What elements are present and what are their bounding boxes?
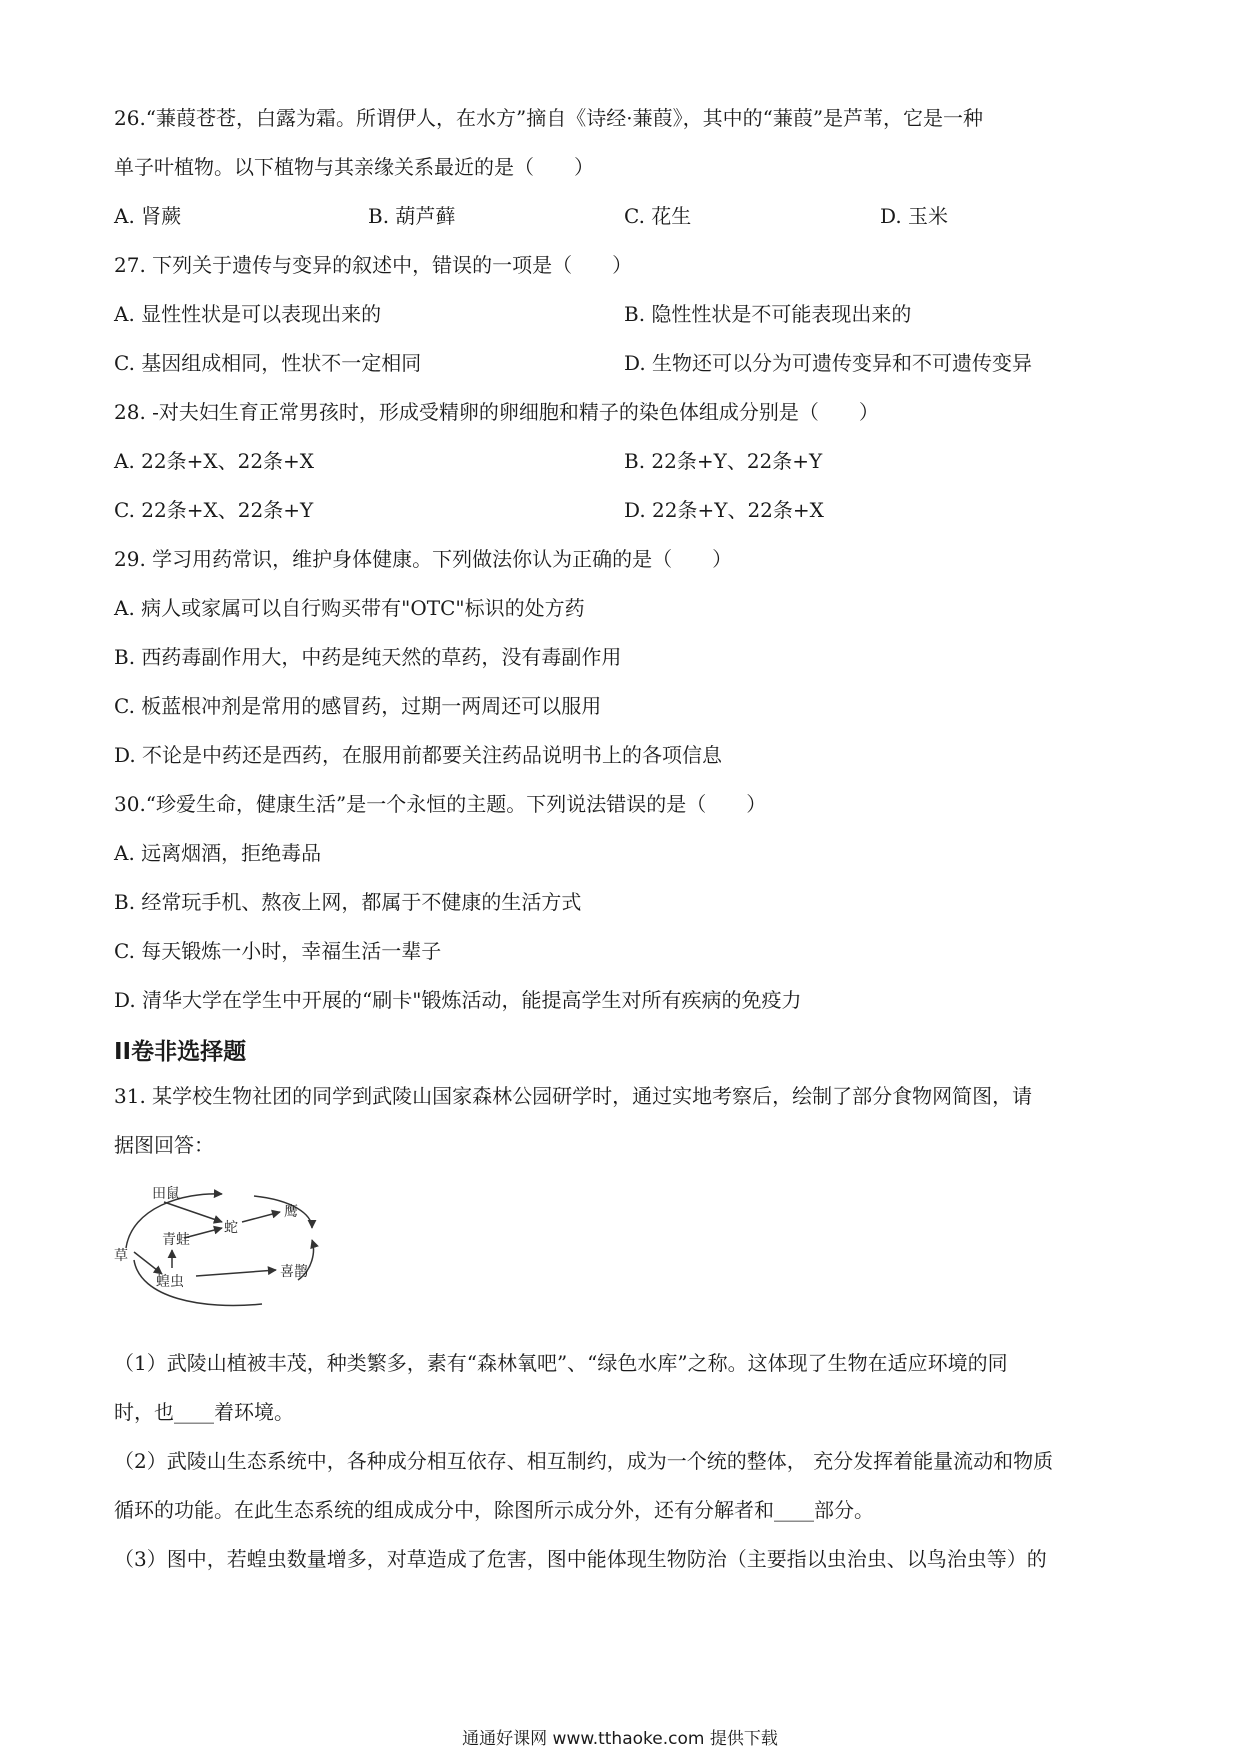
q29-option-d: D. 不论是中药还是西药，在服用前都要关注药品说明书上的各项信息 [114,743,723,767]
q29-option-c: C. 板蓝根冲剂是常用的感冒药，过期一两周还可以服用 [114,694,602,718]
q29-stem: 29. 学习用药常识，维护身体健康。下列做法你认为正确的是（ ） [114,547,733,571]
q30-option-b: B. 经常玩手机、熬夜上网，都属于不健康的生活方式 [114,890,582,914]
q31-sub2-line2: 循环的功能。在此生态系统的组成成分中，除图所示成分外，还有分解者和____部分。 [114,1498,874,1522]
section-title: II卷非选择题 [114,1039,247,1065]
label-snake: 蛇 [224,1220,238,1236]
q31-sub1-line2: 时，也____着环境。 [114,1400,294,1424]
q28-option-d: D. 22条+Y、22条+X [624,498,824,522]
q28-stem: 28. -对夫妇生育正常男孩时，形成受精卵的卵细胞和精子的染色体组成分别是（ ） [114,400,879,424]
q28-option-c: C. 22条+X、22条+Y [114,498,314,522]
q26-stem-line1: 26.“蒹葭苍苍，白露为霜。所谓伊人，在水方”摘自《诗经·蒹葭》，其中的“蒹葭”是芦苇，它是一种 [114,106,984,130]
arrow-locust-to-magpie [196,1270,276,1276]
q28-option-b: B. 22条+Y、22条+Y [624,449,823,473]
food-web-diagram [112,1180,332,1320]
q29-option-b: B. 西药毒副作用大，中药是纯天然的草药，没有毒副作用 [114,645,622,669]
q26-option-d: D. 玉米 [880,204,949,228]
q31-sub1-line1: （1）武陵山植被丰茂，种类繁多，素有“森林氧吧”、“绿色水库”之称。这体现了生物在适应环境的同 [114,1351,1008,1375]
q26-option-c: C. 花生 [624,204,692,228]
label-magpie: 喜鹊 [280,1264,308,1280]
page-footer: 通通好课网 www.tthaoke.com 提供下载 [462,1729,778,1749]
q28-option-a: A. 22条+X、22条+X [114,449,315,473]
q26-stem-line2: 单子叶植物。以下植物与其亲缘关系最近的是（ ） [114,155,594,179]
q27-option-c: C. 基因组成相同，性状不一定相同 [114,351,422,375]
q26-option-b: B. 葫芦藓 [368,204,456,228]
q31-sub3-line1: （3）图中，若蝗虫数量增多，对草造成了危害，图中能体现生物防治（主要指以虫治虫、以鸟治虫等）的 [114,1547,1047,1571]
q30-stem: 30.“珍爱生命，健康生活”是一个永恒的主题。下列说法错误的是（ ） [114,792,767,816]
arrow-snake-to-eagle [242,1212,280,1222]
q27-stem: 27. 下列关于遗传与变异的叙述中，错误的一项是（ ） [114,253,633,277]
q29-option-a: A. 病人或家属可以自行购买带有"OTC"标识的处方药 [114,596,585,620]
q26-option-a: A. 肾蕨 [114,204,182,228]
arrow-mouse-to-snake [164,1202,222,1222]
label-frog: 青蛙 [162,1232,190,1248]
q27-option-b: B. 隐性性状是不可能表现出来的 [624,302,912,326]
q27-option-a: A. 显性性状是可以表现出来的 [114,302,382,326]
q30-option-a: A. 远离烟酒，拒绝毒品 [114,841,322,865]
q30-option-c: C. 每天锻炼一小时，幸福生活一辈子 [114,939,442,963]
label-grass: 草 [114,1248,128,1264]
label-eagle: 鹰 [284,1204,298,1220]
q27-option-d: D. 生物还可以分为可遗传变异和不可遗传变异 [624,351,1033,375]
q31-sub2-line1: （2）武陵山生态系统中，各种成分相互依存、相互制约，成为一个统的整体， 充分发挥着能量流动和物质 [114,1449,1054,1473]
label-locust: 蝗虫 [156,1274,184,1290]
q31-stem-line2: 据图回答： [114,1133,214,1157]
q30-option-d: D. 清华大学在学生中开展的“刷卡"锻炼活动，能提高学生对所有疾病的免疫力 [114,988,802,1012]
q31-stem-line1: 31. 某学校生物社团的同学到武陵山国家森林公园研学时，通过实地考察后，绘制了部分食物网简图，请 [114,1084,1033,1108]
arrow-mouse-to-eagle-arc [254,1196,312,1228]
label-field-mouse: 田鼠 [152,1186,180,1202]
